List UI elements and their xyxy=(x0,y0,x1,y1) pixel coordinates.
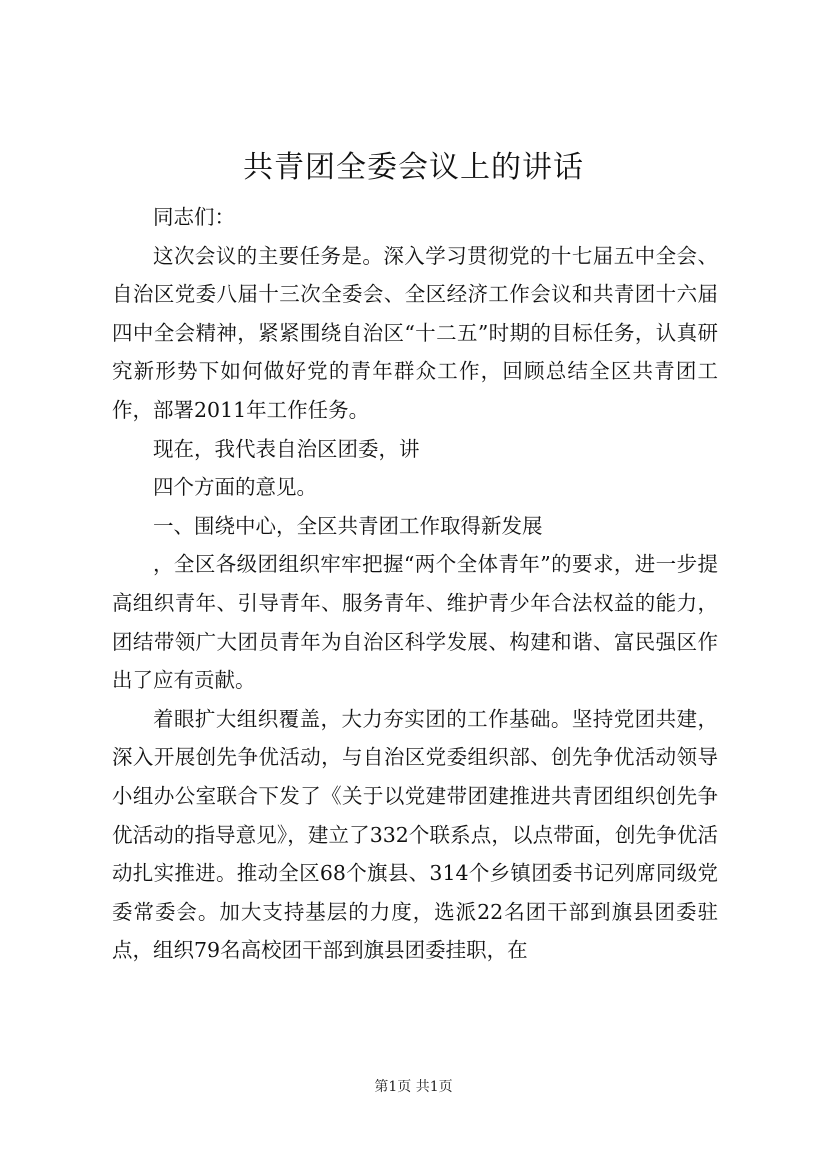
page-footer: 第1页 共1页 xyxy=(374,1079,453,1095)
paragraph-meeting-tasks: 这次会议的主要任务是。深入学习贯彻党的十七届五中全会、自治区党委八届十三次全委会、全区经济工作会议和共青团十六届四中全会精神，紧紧围绕自治区“十二五”时期的目标任务，认真研究新形势下如何做好党的青年群众工作，回顾总结全区共青团工作，部署2011年工作任务。 xyxy=(112,243,718,422)
paragraph-salutation: 同志们： xyxy=(153,205,235,229)
document-body xyxy=(112,198,718,970)
section-heading-one: 一、围绕中心，全区共青团工作取得新发展 xyxy=(153,513,543,538)
paragraph-representation: 现在，我代表自治区团委，讲 xyxy=(153,436,420,461)
document-title: 共青团全委会议上的讲话 xyxy=(243,150,584,185)
paragraph-four-aspects: 四个方面的意见。 xyxy=(153,475,317,500)
paragraph-organization-coverage: 着眼扩大组织覆盖，大力夯实团的工作基础。坚持党团共建，深入开展创先争优活动，与自治区党委组织部、创先争优活动领导小组办公室联合下发了《关于以党建带团建推进共青团组织创先争优活动的指导意见》，建立了332个联系点，以点带面，创先争优活动扎实推进。推动全区68个旗县、314个乡镇团委书记列席同级党委常委会。加大支持基层的力度，选派22名团干部到旗县团委驻点，组织79名高校团干部到旗县团委挂职，在 xyxy=(112,706,718,963)
paragraph-achievements: ，全区各级团组织牢牢把握“两个全体青年”的要求，进一步提高组织青年、引导青年、服务青年、维护青少年合法权益的能力，团结带领广大团员青年为自治区科学发展、构建和谐、富民强区作出了应有贡献。 xyxy=(112,552,718,693)
